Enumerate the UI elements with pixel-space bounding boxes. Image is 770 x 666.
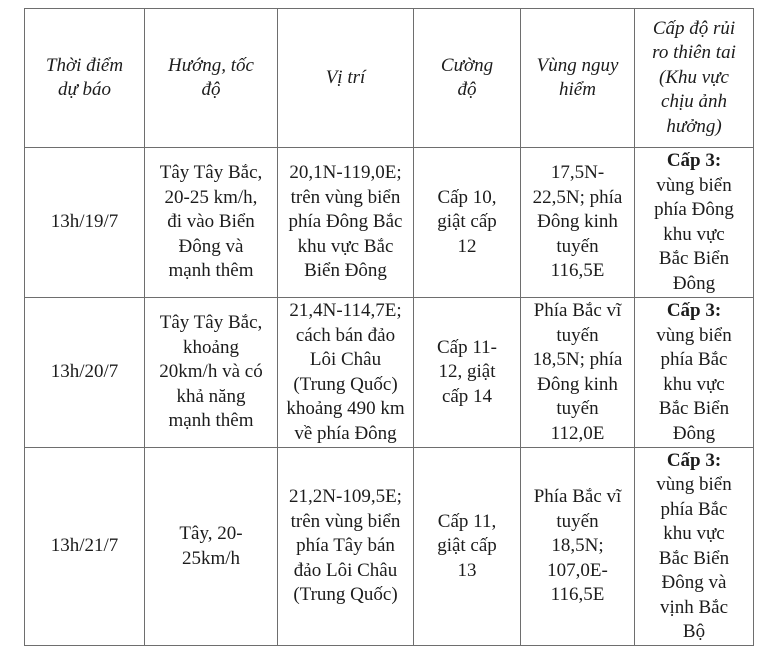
cell-text: giật cấp: [437, 535, 497, 557]
cell-text: 116,5E: [550, 584, 605, 606]
header-text: ro thiên tai: [652, 42, 736, 64]
table-header-row: [25, 9, 754, 148]
cell-text: khoảng 490 km: [286, 398, 405, 419]
header-direction-speed: [145, 9, 278, 148]
cell-direction-speed: [145, 448, 278, 646]
cell-direction-speed: [145, 298, 278, 448]
cell-text: vùng biển: [656, 474, 732, 495]
cell-text: khu vực: [663, 523, 725, 544]
header-text: (Khu vực: [659, 66, 729, 88]
cell-text: 12, giật: [438, 361, 496, 383]
header-text: Cường: [440, 54, 494, 76]
cell-text: 13h/20/7: [50, 361, 119, 383]
cell-position: [278, 148, 414, 298]
cell-text: đi vào Biển: [167, 211, 255, 233]
header-text: hưởng): [666, 115, 722, 137]
cell-risk-level: [635, 298, 754, 448]
cell-text: Đông và: [178, 235, 244, 257]
cell-text: Đông: [672, 422, 716, 444]
cell-text: 13h/21/7: [50, 535, 119, 557]
cell-forecast-time: [25, 298, 145, 448]
cell-danger-zone: [521, 148, 635, 298]
header-text: Cấp độ rủi: [652, 17, 736, 39]
table-row: [25, 448, 754, 646]
cell-text: phía Đông Bắc: [288, 211, 403, 233]
cell-text: 116,5E: [550, 260, 605, 282]
cell-text: Phía Bắc vĩ: [533, 486, 622, 508]
cell-danger-zone: [521, 298, 635, 448]
cell-text: 21,2N-109,5E;: [289, 486, 402, 508]
cell-text: phía Tây bán: [296, 535, 395, 557]
cell-text: đảo Lôi Châu: [293, 559, 398, 581]
header-text: hiểm: [559, 79, 596, 100]
cell-text: vùng biển: [656, 174, 732, 196]
cell-text: Cấp 11-: [437, 336, 497, 358]
cell-text: Cấp 11,: [437, 510, 497, 532]
cell-text: trên vùng biển: [290, 510, 401, 532]
table-row: [25, 148, 754, 298]
cell-text: 13h/19/7: [50, 211, 119, 233]
header-forecast-time: [25, 9, 145, 148]
header-text: dự báo: [57, 79, 112, 100]
cell-text: tuyến: [556, 510, 599, 532]
cell-text: vùng biển: [656, 324, 732, 346]
cell-text: Lôi Châu: [309, 349, 382, 370]
header-text: Thời điểm: [45, 54, 124, 76]
table-row: [25, 298, 754, 448]
cell-text: 21,4N-114,7E;: [289, 300, 402, 321]
header-text: độ: [201, 79, 221, 100]
cell-text: Bắc Biển: [658, 547, 730, 569]
cell-forecast-time: [25, 148, 145, 298]
cell-text: khoảng: [183, 336, 239, 358]
cell-text: (Trung Quốc): [293, 584, 398, 606]
header-text: Vị trí: [325, 66, 366, 88]
cell-text: Đông: [672, 272, 716, 294]
cell-text: khả năng: [176, 385, 246, 407]
risk-level-label: Cấp 3:: [666, 449, 722, 471]
cell-forecast-time: [25, 448, 145, 646]
cell-text: Bộ: [682, 621, 706, 642]
cell-text: trên vùng biển: [290, 186, 401, 208]
cell-text: 18,5N; phía: [532, 349, 623, 370]
cell-position: [278, 298, 414, 448]
header-intensity: [414, 9, 521, 148]
cell-text: Phía Bắc vĩ: [533, 300, 622, 321]
cell-text: 17,5N-: [550, 162, 605, 184]
cell-text: phía Đông: [654, 199, 734, 220]
cell-intensity: [414, 148, 521, 298]
cell-text: 25km/h: [181, 547, 241, 569]
cell-text: tuyến: [556, 324, 599, 346]
header-text: chịu ảnh: [661, 91, 727, 113]
cell-text: phía Bắc: [660, 349, 728, 370]
cell-text: 22,5N; phía: [532, 186, 623, 208]
cell-text: 20-25 km/h,: [164, 186, 258, 208]
cell-risk-level: [635, 148, 754, 298]
cell-text: Tây Tây Bắc,: [159, 312, 263, 334]
cell-text: 18,5N;: [551, 535, 604, 557]
cell-direction-speed: [145, 148, 278, 298]
cell-text: Cấp 10,: [437, 186, 497, 208]
cell-text: Tây, 20-: [179, 523, 243, 544]
cell-text: tuyến: [556, 235, 599, 257]
cell-text: Bắc Biển: [658, 398, 730, 419]
cell-text: giật cấp: [437, 211, 497, 233]
cell-text: Đông và: [661, 572, 727, 593]
cell-text: khu vực Bắc: [297, 235, 394, 257]
cell-intensity: [414, 298, 521, 448]
cell-text: tuyến: [556, 398, 599, 419]
cell-text: 107,0E-: [547, 559, 608, 581]
cell-text: về phía Đông: [294, 422, 397, 444]
cell-text: khu vực: [663, 373, 725, 395]
cell-text: Bắc Biển: [658, 248, 730, 269]
header-text: độ: [457, 79, 477, 100]
cell-text: (Trung Quốc): [293, 373, 398, 395]
header-danger-zone: [521, 9, 635, 148]
cell-text: 20km/h và có: [159, 361, 263, 383]
cell-text: Đông kinh: [537, 373, 618, 395]
cell-text: phía Bắc: [660, 498, 728, 520]
cell-text: 112,0E: [550, 422, 605, 444]
cell-text: Biển Đông: [304, 260, 387, 282]
cell-text: cấp 14: [441, 385, 493, 407]
cell-position: [278, 448, 414, 646]
cell-text: mạnh thêm: [168, 260, 254, 282]
cell-text: 12: [457, 235, 477, 257]
cell-intensity: [414, 448, 521, 646]
header-risk-level: [635, 9, 754, 148]
cell-risk-level: [635, 448, 754, 646]
risk-level-label: Cấp 3:: [666, 300, 722, 321]
cell-text: mạnh thêm: [168, 410, 254, 432]
cell-text: cách bán đảo: [295, 324, 396, 346]
header-text: Hướng, tốc: [168, 54, 254, 76]
cell-text: Tây Tây Bắc,: [159, 162, 263, 184]
header-position: [278, 9, 414, 148]
cell-text: 13: [457, 559, 477, 581]
risk-level-label: Cấp 3:: [666, 150, 722, 171]
cell-text: khu vực: [663, 223, 725, 245]
cell-text: 20,1N-119,0E;: [289, 162, 402, 184]
cell-text: vịnh Bắc: [659, 596, 729, 618]
cell-danger-zone: [521, 448, 635, 646]
header-text: Vùng nguy: [536, 54, 619, 76]
cell-text: Đông kinh: [537, 211, 618, 233]
storm-forecast-table: [24, 8, 754, 646]
